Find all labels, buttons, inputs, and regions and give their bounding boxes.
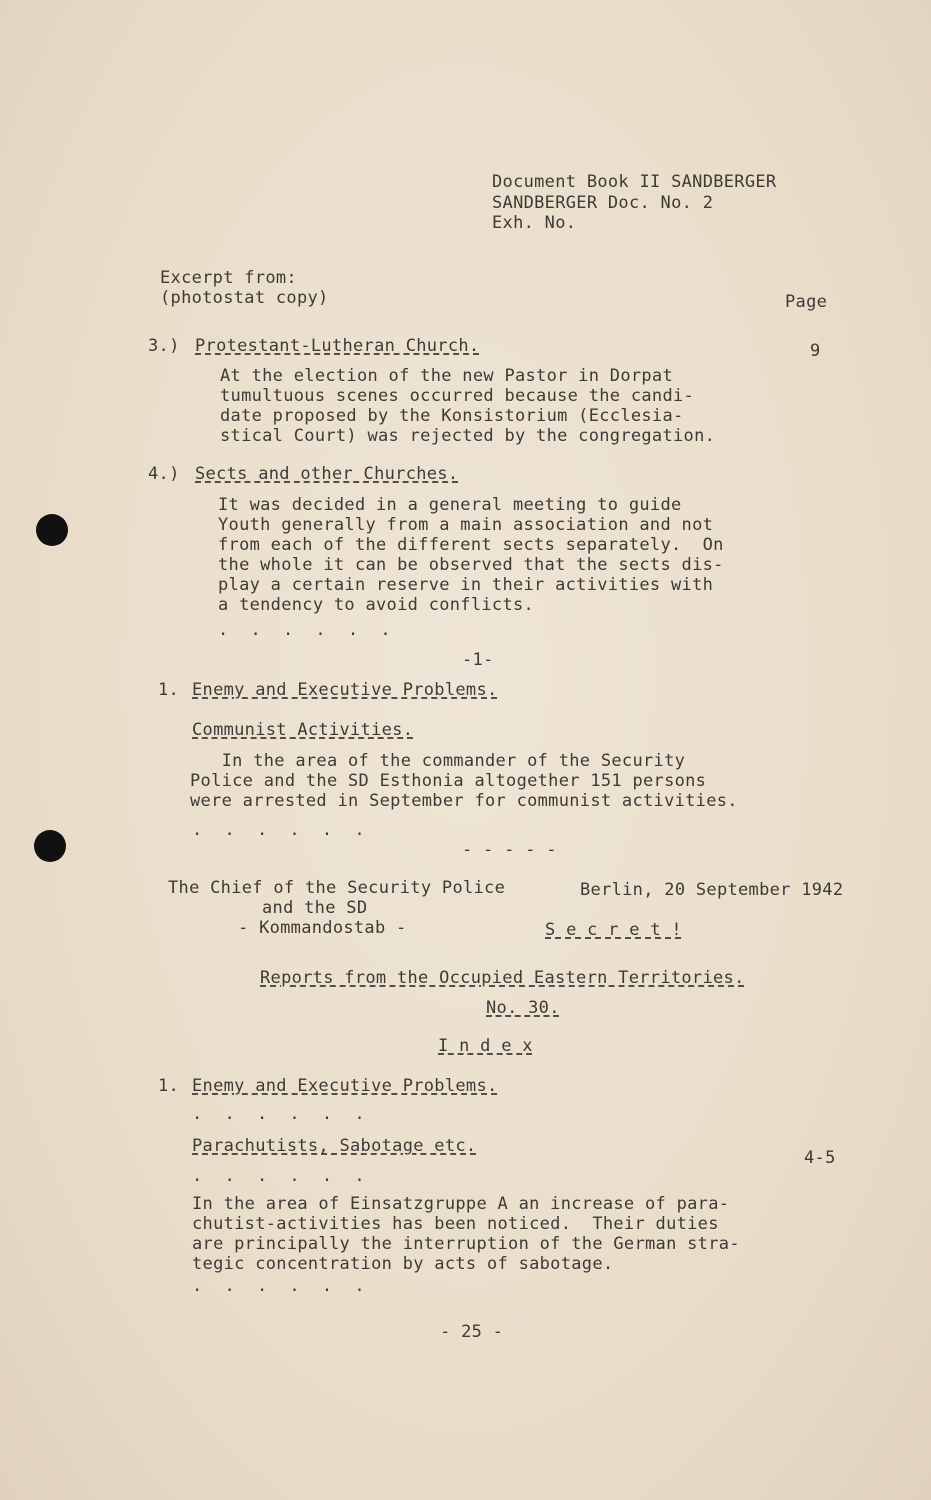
excerpt-line-2: (photostat copy) (160, 288, 329, 308)
ellipsis: . . . . . . (218, 620, 397, 640)
part-1-number: 1. (158, 680, 180, 700)
ellipsis: . . . . . . (192, 1104, 371, 1124)
report-title: Reports from the Occupied Eastern Territories. (260, 968, 745, 988)
ellipsis: . . . . . . (192, 1276, 371, 1296)
separator: - - - - - (462, 840, 557, 860)
punch-hole (36, 514, 68, 546)
part-1-body: In the area of the commander of the Security Police and the SD Esthonia altogether 151 persons were arrested in September for communist activities. (190, 751, 738, 811)
header-line-1: Document Book II SANDBERGER (492, 172, 777, 192)
part-1-title: Enemy and Executive Problems. (192, 680, 498, 700)
section-3-number: 3.) (148, 336, 180, 356)
classification: S e c r e t ! (545, 920, 682, 940)
index-body: In the area of Einsatzgruppe A an increase of para- chutist-activities has been noticed. Their duties are principally the interruption of the German stra- tegic concentration by acts of sabotage. (192, 1194, 740, 1274)
index-title: Enemy and Executive Problems. (192, 1076, 498, 1096)
index-pages: 4-5 (804, 1148, 836, 1168)
chief-line-2: and the SD (262, 898, 368, 918)
section-3-title: Protestant-Lutheran Church. (195, 336, 480, 356)
footer-page-number: - 25 - (440, 1322, 504, 1342)
index-number: 1. (158, 1076, 180, 1096)
section-4-number: 4.) (148, 464, 180, 484)
punch-hole (34, 830, 66, 862)
section-3-body: At the election of the new Pastor in Dorpat tumultuous scenes occurred because the candi- date proposed by the Konsistorium (Ecclesia- stical Court) was rejected by the congregation. (220, 366, 716, 446)
header-line-2: SANDBERGER Doc. No. 2 (492, 193, 714, 213)
report-number: No. 30. (486, 998, 560, 1018)
page-label: Page (785, 292, 828, 312)
part-1-subtitle: Communist Activities. (192, 720, 414, 740)
index-label: I n d e x (438, 1036, 533, 1056)
chief-line-3: - Kommandostab - (238, 918, 407, 938)
ellipsis: . . . . . . (192, 820, 371, 840)
excerpt-line-1: Excerpt from: (160, 268, 297, 288)
index-sub: Parachutists, Sabotage etc. (192, 1136, 477, 1156)
section-4-body: It was decided in a general meeting to guide Youth generally from a main association and not from each of the different sects separately. On the whole it can be observed that the sects dis- play a certain reserve in their activities with a tendency to avoid conflicts. (218, 495, 724, 615)
ellipsis: . . . . . . (192, 1166, 371, 1186)
section-4-title: Sects and other Churches. (195, 464, 459, 484)
page-mark: -1- (462, 650, 494, 670)
page-number: 9 (810, 341, 821, 361)
chief-line-1: The Chief of the Security Police (168, 878, 506, 898)
place-date: Berlin, 20 September 1942 (580, 880, 844, 900)
header-line-3: Exh. No. (492, 213, 577, 233)
